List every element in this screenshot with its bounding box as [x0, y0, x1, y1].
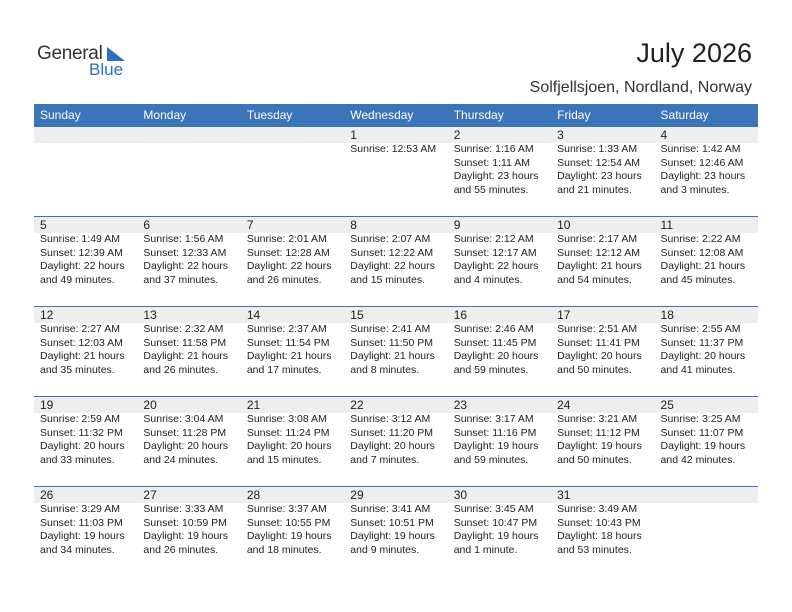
- day-info-line: Daylight: 19 hours: [453, 440, 539, 452]
- day-info-line: Daylight: 20 hours: [453, 350, 539, 362]
- day-info-line: Sunrise: 3:17 AM: [453, 413, 534, 425]
- day-cell-25: [655, 396, 758, 486]
- day-info-line: Sunset: 11:45 PM: [453, 336, 537, 349]
- day-info-line: Daylight: 19 hours: [40, 530, 125, 542]
- day-info-line: Daylight: 21 hours: [40, 350, 125, 362]
- day-info-line: Sunset: 11:12 PM: [557, 426, 640, 439]
- day-info-line: Sunset: 12:08 AM: [660, 246, 744, 259]
- day-info-line: Sunrise: 2:17 AM: [557, 233, 638, 245]
- day-info-line: Sunset: 11:07 PM: [660, 426, 744, 439]
- day-info-line: and 45 minutes.: [660, 273, 736, 286]
- day-info-line: Sunrise: 3:45 AM: [453, 503, 534, 515]
- weekday-thursday: Thursday: [453, 108, 504, 122]
- day-info-line: and 37 minutes.: [143, 273, 219, 286]
- day-info-line: and 53 minutes.: [557, 543, 632, 556]
- day-info-line: Sunrise: 2:01 AM: [246, 233, 327, 245]
- day-number: 17: [551, 306, 654, 323]
- day-number: 30: [448, 486, 551, 503]
- day-cell-5: [34, 216, 137, 306]
- day-cell-11: [655, 216, 758, 306]
- day-info-line: and 42 minutes.: [660, 453, 736, 466]
- day-info-line: and 54 minutes.: [557, 273, 632, 286]
- day-info-line: Daylight: 18 hours: [557, 530, 642, 542]
- weekday-saturday: Saturday: [660, 108, 709, 122]
- week-row: [34, 126, 758, 216]
- day-info-line: Daylight: 20 hours: [660, 350, 746, 362]
- day-info-line: and 55 minutes.: [453, 183, 529, 196]
- empty-day-cell: [241, 126, 344, 216]
- day-cell-30: [448, 486, 551, 576]
- day-number: 22: [344, 396, 447, 413]
- page-title: July 2026: [636, 38, 752, 68]
- day-info-line: Sunset: 12:54 AM: [557, 156, 640, 169]
- week-row: [34, 306, 758, 396]
- day-cell-2: [448, 126, 551, 216]
- day-info-line: Daylight: 21 hours: [557, 260, 642, 272]
- logo-blue-text: Blue: [89, 60, 124, 79]
- day-info-line: and 21 minutes.: [557, 183, 632, 196]
- day-info-line: Sunset: 10:43 PM: [557, 516, 641, 529]
- day-info-line: Sunrise: 2:41 AM: [350, 323, 431, 335]
- day-info-line: Sunrise: 2:32 AM: [143, 323, 224, 335]
- day-number: 26: [34, 486, 137, 503]
- day-number: 27: [137, 486, 240, 503]
- weekday-tuesday: Tuesday: [246, 108, 293, 122]
- day-info-line: Sunrise: 3:21 AM: [557, 413, 638, 425]
- day-number: 18: [655, 306, 758, 323]
- day-info-line: Sunrise: 2:46 AM: [453, 323, 534, 335]
- weekday-sunday: Sunday: [40, 108, 81, 122]
- day-info-line: Sunset: 11:03 PM: [40, 516, 123, 529]
- day-info-line: Sunrise: 2:37 AM: [246, 323, 327, 335]
- day-info-line: and 34 minutes.: [40, 543, 115, 556]
- day-info-line: and 50 minutes.: [557, 453, 632, 466]
- day-cell-29: [344, 486, 447, 576]
- day-info-line: Sunset: 12:03 AM: [40, 336, 123, 349]
- day-cell-23: [448, 396, 551, 486]
- day-info-line: Daylight: 20 hours: [246, 440, 332, 452]
- day-cell-26: [34, 486, 137, 576]
- day-info-line: and 7 minutes.: [350, 453, 420, 466]
- day-info-line: Daylight: 21 hours: [660, 260, 746, 272]
- week-row: [34, 486, 758, 576]
- day-info-line: and 9 minutes.: [350, 543, 420, 556]
- day-info-line: and 4 minutes.: [453, 273, 523, 286]
- day-info-line: Daylight: 23 hours: [660, 170, 746, 182]
- day-info-line: Sunset: 11:32 PM: [40, 426, 123, 439]
- day-cell-10: [551, 216, 654, 306]
- day-info-line: and 59 minutes.: [453, 453, 529, 466]
- day-info-line: Daylight: 21 hours: [350, 350, 435, 362]
- day-number: [241, 126, 344, 143]
- day-info-line: and 26 minutes.: [143, 363, 219, 376]
- week-row: [34, 396, 758, 486]
- day-number: 20: [137, 396, 240, 413]
- day-number: 11: [655, 216, 758, 233]
- day-number: 21: [241, 396, 344, 413]
- day-cell-16: [448, 306, 551, 396]
- day-info-line: and 49 minutes.: [40, 273, 115, 286]
- day-info-line: and 3 minutes.: [660, 183, 730, 196]
- day-cell-18: [655, 306, 758, 396]
- day-info-line: Sunset: 12:33 AM: [143, 246, 227, 259]
- day-cell-28: [241, 486, 344, 576]
- empty-day-cell: [34, 126, 137, 216]
- day-info-line: Daylight: 22 hours: [350, 260, 435, 272]
- day-number: [655, 486, 758, 503]
- day-cell-14: [241, 306, 344, 396]
- day-info-line: Sunset: 10:51 PM: [350, 516, 434, 529]
- week-row: [34, 216, 758, 306]
- day-cell-9: [448, 216, 551, 306]
- day-number: 7: [241, 216, 344, 233]
- day-info-line: Sunset: 12:39 AM: [40, 246, 123, 259]
- day-info-line: and 35 minutes.: [40, 363, 115, 376]
- day-number: 28: [241, 486, 344, 503]
- day-info-line: Daylight: 19 hours: [557, 440, 642, 452]
- day-info-line: Daylight: 22 hours: [40, 260, 125, 272]
- day-info-line: Sunrise: 2:27 AM: [40, 323, 120, 335]
- day-number: 12: [34, 306, 137, 323]
- generalblue-logo: [37, 43, 124, 79]
- day-info-line: Sunrise: 3:49 AM: [557, 503, 638, 515]
- empty-day-cell: [137, 126, 240, 216]
- day-info-line: Sunrise: 1:42 AM: [660, 143, 741, 155]
- day-cell-1: [344, 126, 447, 216]
- day-number: [34, 126, 137, 143]
- day-info-line: Daylight: 19 hours: [246, 530, 332, 542]
- day-cell-13: [137, 306, 240, 396]
- day-info-line: Daylight: 21 hours: [246, 350, 332, 362]
- day-info-line: and 17 minutes.: [246, 363, 322, 376]
- logo-triangle-icon: [107, 47, 125, 61]
- day-info-line: Daylight: 23 hours: [453, 170, 539, 182]
- day-info-line: Daylight: 20 hours: [143, 440, 229, 452]
- day-info-line: Sunset: 11:54 PM: [246, 336, 330, 349]
- day-info-line: and 26 minutes.: [143, 543, 219, 556]
- day-info-line: Sunrise: 2:22 AM: [660, 233, 741, 245]
- day-info-line: Sunset: 11:41 PM: [557, 336, 640, 349]
- day-info-line: and 24 minutes.: [143, 453, 219, 466]
- day-info-line: Sunset: 11:24 PM: [246, 426, 330, 439]
- day-info-line: and 50 minutes.: [557, 363, 632, 376]
- day-info-line: Daylight: 19 hours: [453, 530, 539, 542]
- day-info-line: and 26 minutes.: [246, 273, 322, 286]
- day-info-line: Sunrise: 3:12 AM: [350, 413, 431, 425]
- weekday-friday: Friday: [557, 108, 591, 122]
- day-number: 2: [448, 126, 551, 143]
- day-info-line: Sunset: 10:55 PM: [246, 516, 331, 529]
- day-info-line: Sunset: 1:11 AM: [453, 156, 530, 169]
- day-number: 14: [241, 306, 344, 323]
- day-cell-7: [241, 216, 344, 306]
- day-info-line: Daylight: 23 hours: [557, 170, 642, 182]
- day-info-line: Sunset: 12:12 AM: [557, 246, 640, 259]
- day-info-line: Daylight: 19 hours: [660, 440, 746, 452]
- day-cell-6: [137, 216, 240, 306]
- day-info-line: Sunrise: 3:08 AM: [246, 413, 327, 425]
- day-number: 13: [137, 306, 240, 323]
- day-info-line: Daylight: 19 hours: [350, 530, 435, 542]
- day-number: [137, 126, 240, 143]
- day-info-line: Sunset: 11:20 PM: [350, 426, 433, 439]
- day-number: 10: [551, 216, 654, 233]
- day-info-line: Daylight: 20 hours: [40, 440, 125, 452]
- day-info-line: and 15 minutes.: [350, 273, 425, 286]
- day-cell-8: [344, 216, 447, 306]
- calendar-grid: [34, 104, 758, 576]
- day-info-line: Sunset: 11:28 PM: [143, 426, 227, 439]
- day-info-line: Sunset: 12:22 AM: [350, 246, 434, 259]
- day-info-line: Sunrise: 3:33 AM: [143, 503, 224, 515]
- location-subtitle: Solfjellsjoen, Nordland, Norway: [529, 79, 752, 96]
- day-cell-31: [551, 486, 654, 576]
- weekday-header: [34, 104, 758, 126]
- day-cell-27: [137, 486, 240, 576]
- day-info-line: Sunset: 10:47 PM: [453, 516, 538, 529]
- day-info-line: and 8 minutes.: [350, 363, 420, 376]
- day-info-line: and 33 minutes.: [40, 453, 115, 466]
- day-cell-24: [551, 396, 654, 486]
- day-info-line: Sunrise: 12:53 AM: [350, 143, 437, 155]
- day-info-line: Daylight: 22 hours: [453, 260, 539, 272]
- day-cell-4: [655, 126, 758, 216]
- logo-general-text: General: [37, 43, 103, 64]
- day-number: 25: [655, 396, 758, 413]
- day-number: 15: [344, 306, 447, 323]
- day-cell-21: [241, 396, 344, 486]
- day-info-line: Sunrise: 2:12 AM: [453, 233, 534, 245]
- day-info-line: Sunrise: 2:07 AM: [350, 233, 431, 245]
- day-number: 5: [34, 216, 137, 233]
- day-number: 4: [655, 126, 758, 143]
- day-number: 24: [551, 396, 654, 413]
- day-cell-17: [551, 306, 654, 396]
- weekday-monday: Monday: [143, 108, 187, 122]
- day-number: 19: [34, 396, 137, 413]
- day-info-line: Sunrise: 1:33 AM: [557, 143, 638, 155]
- day-info-line: Sunrise: 3:29 AM: [40, 503, 120, 515]
- day-info-line: and 15 minutes.: [246, 453, 322, 466]
- day-number: 31: [551, 486, 654, 503]
- day-number: 6: [137, 216, 240, 233]
- day-info-line: Daylight: 20 hours: [350, 440, 435, 452]
- day-cell-20: [137, 396, 240, 486]
- day-info-line: Sunrise: 2:59 AM: [40, 413, 120, 425]
- day-info-line: and 18 minutes.: [246, 543, 322, 556]
- day-number: 29: [344, 486, 447, 503]
- day-info-line: Sunset: 11:50 PM: [350, 336, 433, 349]
- day-number: 16: [448, 306, 551, 323]
- day-number: 8: [344, 216, 447, 233]
- calendar-weeks: [34, 126, 758, 576]
- day-info-line: Sunrise: 3:04 AM: [143, 413, 224, 425]
- day-info-line: Daylight: 21 hours: [143, 350, 229, 362]
- day-info-line: Sunrise: 3:25 AM: [660, 413, 741, 425]
- day-cell-19: [34, 396, 137, 486]
- day-info-line: Daylight: 19 hours: [143, 530, 229, 542]
- day-number: 3: [551, 126, 654, 143]
- day-cell-22: [344, 396, 447, 486]
- day-info-line: Sunset: 12:28 AM: [246, 246, 330, 259]
- day-info-line: Sunset: 11:37 PM: [660, 336, 744, 349]
- day-info-line: Daylight: 22 hours: [246, 260, 332, 272]
- day-info-line: Sunrise: 1:16 AM: [453, 143, 534, 155]
- day-info-line: Daylight: 22 hours: [143, 260, 229, 272]
- day-cell-12: [34, 306, 137, 396]
- day-info-line: Sunrise: 2:51 AM: [557, 323, 638, 335]
- empty-day-cell: [655, 486, 758, 576]
- day-info-line: Sunrise: 3:37 AM: [246, 503, 327, 515]
- weekday-wednesday: Wednesday: [350, 108, 414, 122]
- day-info-line: Daylight: 20 hours: [557, 350, 642, 362]
- day-info-line: and 1 minute.: [453, 543, 518, 556]
- day-info-line: and 59 minutes.: [453, 363, 529, 376]
- day-info-line: Sunset: 10:59 PM: [143, 516, 227, 529]
- day-info-line: Sunrise: 3:41 AM: [350, 503, 431, 515]
- day-cell-3: [551, 126, 654, 216]
- day-number: 9: [448, 216, 551, 233]
- day-info-line: Sunrise: 2:55 AM: [660, 323, 741, 335]
- day-cell-15: [344, 306, 447, 396]
- day-info-line: Sunset: 11:58 PM: [143, 336, 227, 349]
- day-info-line: Sunset: 12:17 AM: [453, 246, 537, 259]
- day-info-line: Sunrise: 1:49 AM: [40, 233, 120, 245]
- day-number: 23: [448, 396, 551, 413]
- day-number: 1: [344, 126, 447, 143]
- day-info-line: Sunrise: 1:56 AM: [143, 233, 224, 245]
- day-info-line: Sunset: 12:46 AM: [660, 156, 744, 169]
- day-info-line: and 41 minutes.: [660, 363, 736, 376]
- day-info-line: Sunset: 11:16 PM: [453, 426, 537, 439]
